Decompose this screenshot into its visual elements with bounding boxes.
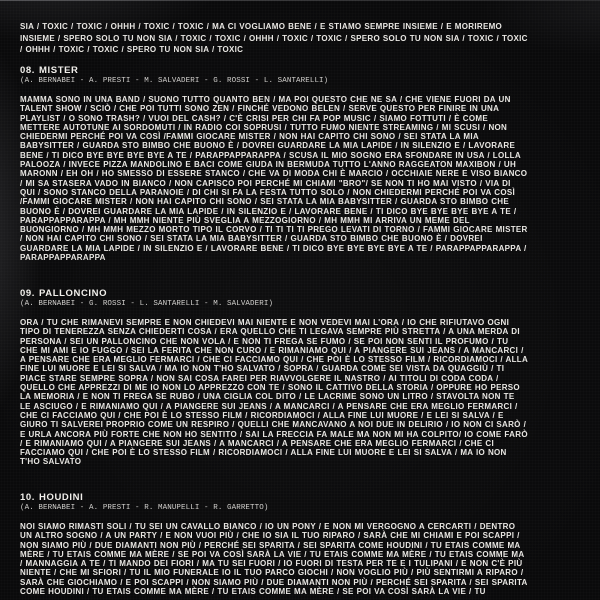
track-section-palloncino xyxy=(20,289,528,467)
track-section-houdini xyxy=(20,493,528,596)
lyrics-text: ORA / TU CHE RIMANEVI SEMPRE E NON CHIEDEVI MAI NIENTE E NON VEDEVI MAI L'ORA / IO CHE RIFIUTAVO OGNI TIPO DI TENEREZZA SENZA CHIEDERTI COSA / ERA QUELLO CHE TI LEGAVA SEMPRE PIÙ STRETTA / A UNA MERDA DI PERSONA / SEI UN PALLONCINO CHE NON VOLA / E NON TI FREGA SE FUMO / SE POI NON SENTI IL PROFUMO / TU CHE MI AMI E IO FUGGO / SEI LA FERITA CHE NON CURO / E RIMANIAMO QUI / A PIANGERE SUI JEANS / A MANCARCI / A PENSARE CHE ERA MEGLIO FERMARCI / CHE CI FACCIAMO QUI / CHE POI È LO STESSO FILM / RICORDIAMOCI / ALLA FINE LUI MUORE E LEI SI SALVA / MA IO NON T'HO SALVATO / SOPRA / GUARDA COME SEI VISTA DA QUAGGIÙ / TI PIACE STARE SEMPRE SOPRA / NON SAI COSA FAREI PER RIAVVOLGERE IL NASTRO / AI TITOLI DI CODA CODA / QUELLO CHE APPREZZI DI ME IO NON LO APPREZZO CON TE / SONO IL CATTIVO DELLA STORIA / OPPURE HO PERSO LA MEMORIA / E NON TI FREGA SE RUBO / UNA CIGLIA COL DITO / LE LACRIME SONO UN LITRO / STAVOLTA NON TE LE ASCIUGO / E RIMANIAMO QUI / A PIANGERE SUI JEANS / A MANCARCI / A PENSARE CHE ERA MEGLIO FERMARCI / CHE CI FACCIAMO QUI / CHE POI È LO STESSO FILM / RICORDIAMOCI / ALLA FINE LUI MUORE / E LEI SI SALVA / E GIURO TI SALVEREI PROPRIO COME UN RESPIRO / QUELLI CHE MANCAVANO A NOI DUE IN DELIRIO / IO NON CI SARÒ / E URLA ANCORA PIÙ FORTE CHE NON HO SENTITO / SAI LA FRECCIA FA MALE MA NON MI HA COLPITO/ IO COME FARÒ / E RIMANIAMO QUI / A PIANGERE SUI JEANS / A MANCARCI / A PENSARE CHE ERA MEGLIO FERMARCI / CHE CI FACCIAMO QUI / CHE POI È LO STESSO FILM / RICORDIAMOCI / ALLA FINE LUI MUORE E LEI SI SALVA / MA IO NON T'HO SALVATO xyxy=(20,318,528,467)
previous-track-lyrics-continuation xyxy=(20,21,528,56)
track-name: MISTER xyxy=(39,65,79,76)
track-title xyxy=(20,493,528,503)
track-title xyxy=(20,289,528,299)
lyrics-text: SIA / TOXIC / TOXIC / OHHH / TOXIC / TOXIC / MA CI VOGLIAMO BENE / E STIAMO SEMPRE INSIEME / E MORIREMO INSIEME / SPERO SOLO TU NON SIA / TOXIC / TOXIC / OHHH / TOXIC / TOXIC / SPERO SOLO TU NON SIA / TOXIC / TOXIC / OHHH / TOXIC / TOXIC / SPERO TU NON SIA / TOXIC xyxy=(20,22,528,55)
lyrics-text: MAMMA SONO IN UNA BAND / SUONO TUTTO QUANTO BEN / MA POI QUESTO CHE NE SA / CHE VIENE FUORI DA UN TALENT SHOW / SCIÒ / CHE POI TUTTI SONO ZEN / FINCHÉ VEDONO BELEN / SERVE QUESTO PER FINIRE IN UNA PLAYLIST / O SONO TRASH? / VUOI DEL CASH? / C'È CRISI PER CHI FA POP MUSIC / SIAMO FOTTUTI / È COME METTERE AUTOTUNE AI SORDOMUTI / IN RADIO COI SOPRUSI / TUTTO FUMO NIENTE STREAMING / MI SCUSI / NON CHIEDERMI PERCHÉ POI VA COSÌ /FAMMI GIOCARE MISTER / NON HAI CAPITO CHI SONO / SEI STATA LA MIA BABYSITTER / GUARDA STO BIMBO CHE BUONO È / DOVREI GUARDARE LA MIA LAPIDE / IN SILENZIO E / LAVORARE BENE / TI DICO BYE BYE BYE BYE A TE / PARAPPAPPARAPPA / SCUSA IL MIO SOGNO ERA SFONDARE IN USA / LOLLA PALOOZA / INVECE PIZZA MANDOLINO E BACI COME GIUDA IN BERMUDA TUTTO L'ANNO RAGGEATON MAXIBON / UH MARONN / EH OH / HO SMESSO DI ESSERE STANCO / CHE VA DI MODA CHI È MARCIO / OCCHIAIE NERE E VISO BIANCO / MI SA STASERA VADO IN BIANCO / NON CAPISCO POI PERCHÉ MI CHIAMI "BRO"/ SE NON TI HO MAI VISTO / VIA DI QUI / SONO STANCO DELLA PARANOIE / DI CHI SI FA LA FESTA TUTTO SOLO / NON CHIEDERMI PERCHÉ POI VA COSÌ /FAMMI GIOCARE MISTER / NON HAI CAPITO CHI SONO / SEI STATA LA MIA BABYSITTER / GUARDA STO BIMBO CHE BUONO È / DOVREI GUARDARE LA MIA LAPIDE / IN SILENZIO E / LAVORARE BENE / TI DICO BYE BYE BYE BYE A TE / PARAPPAPPARAPPA / MH MMH NIENTE PIÙ SVEGLIA A MEZZOGIORNO / MH MMH MI ARRIVA UN MEME DEL BUONGIORNO / MH MMH MEZZO MORTO TIPO IL CORVO / TI TI TI TI PREGO LEVATI DI TORNO / FAMMI GIOCARE MISTER / NON HAI CAPITO CHI SONO / SEI STATA LA MIA BABYSITTER / GUARDA STO BIMBO CHE BUONO È / DOVREI GUARDARE LA MIA LAPIDE / IN SILENZIO E / LAVORARE BENE / TI DICO BYE BYE BYE BYE A TE / PARAPPAPPARAPPA / PARAPPAPPARAPPA xyxy=(20,95,528,263)
track-credits: (A. BERNABEI - A. PRESTI - M. SALVADERI - G. ROSSI - L. SANTARELLI) xyxy=(20,77,329,85)
track-number: 08. xyxy=(20,65,36,76)
track-section-mister xyxy=(20,66,528,262)
track-name: PALLONCINO xyxy=(39,288,108,299)
track-credits: (A. BERNABEI - G. ROSSI - L. SANTARELLI - M. SALVADERI) xyxy=(20,300,274,308)
track-number: 09. xyxy=(20,288,36,299)
track-title xyxy=(20,66,528,76)
track-credits: (A. BERNABEI - A. PRESTI - R. MANUPELLI - R. GARRETTO) xyxy=(20,504,269,512)
track-name: HOUDINI xyxy=(39,492,84,503)
lyrics-text: NOI SIAMO RIMASTI SOLI / TU SEI UN CAVALLO BIANCO / IO UN PONY / E NON MI VERGOGNO A CERCARTI / DENTRO UN ALTRO SOGNO / A UN PARTY / E NON VUOI PIÙ / CHE IO SIA IL TUO RIPARO / SARÀ CHE MI CHIAMI E POI SCAPPI / NON SIAMO PIÙ / DUE DIAMANTI NON PIÙ / PERCHÉ SEI SPARITA / SEI SPARITA COME HOUDINI / TU ETAIS COMME MA MÈRE / TU ETAIS COMME MA MÈRE / SE POI VA COSÌ SARÀ LA VIE / TU ETAIS COMME MA MÈRE / TU ETAIS COMME MA / MANNAGGIA A TE / TI MANDO DEI FIORI / MA TU SEI FUORI / IO FUORI DI TESTA PER TE E I TULIPANI / E NON C'È PIÙ NIENTE / CHE MI SFIORI / TU IL MIO FUNERALE IO IL TUO PARCO GIOCHI / NON VOGLIO PIÙ / PIÙ SENTIRMI A RIPARO / SARÀ CHE GIOCHIAMO / E POI SCAPPI / NON SIAMO PIÙ / DUE DIAMANTI NON PIÙ / PERCHÉ SEI SPARITA / SEI SPARITA COME HOUDINI / TU ETAIS COMME MA MÈRE / TU ETAIS COMME MA MÈRE / SE POI VA COSÌ SARÀ LA VIE / TU xyxy=(20,522,528,597)
track-number: 10. xyxy=(20,492,36,503)
